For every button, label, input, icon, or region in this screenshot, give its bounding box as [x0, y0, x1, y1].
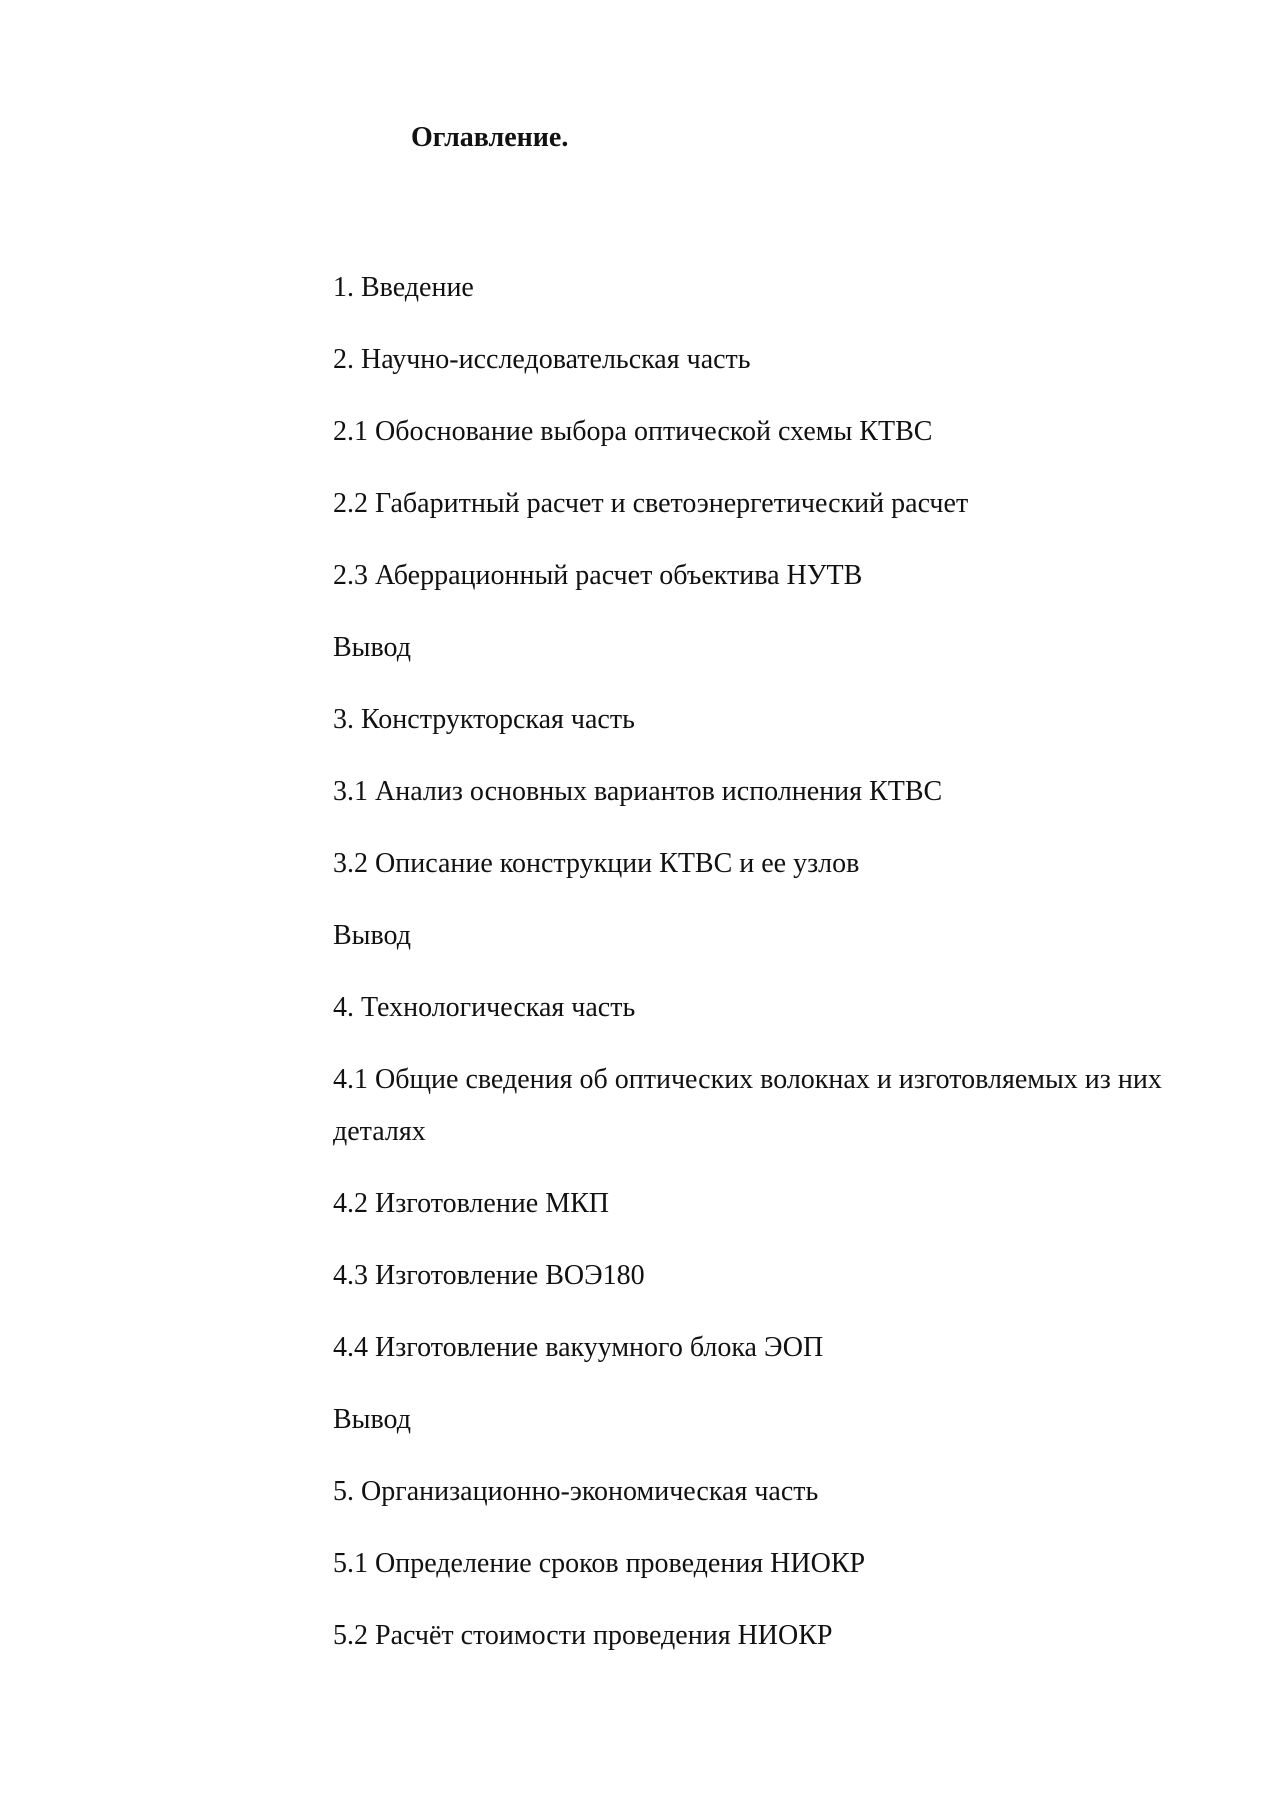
toc-item-variants-analysis: 3.1 Анализ основных вариантов исполнения КТВС	[333, 776, 943, 807]
toc-item-conclusion-2: Вывод	[333, 920, 411, 951]
toc-item-optical-scheme: 2.1 Обоснование выбора оптической схемы КТВС	[333, 416, 933, 447]
toc-item-conclusion-1: Вывод	[333, 632, 411, 663]
toc-item-economic-part: 5. Организационно-экономическая часть	[333, 1476, 819, 1507]
toc-item-schedule: 5.1 Определение сроков проведения НИОКР	[333, 1548, 866, 1579]
toc-list	[333, 262, 1223, 1682]
toc-item-optical-fibers: 4.1 Общие сведения об оптических волокнах и изготовляемых из них деталях	[333, 1064, 1162, 1147]
toc-item-voe180-manufacturing: 4.3 Изготовление ВОЭ180	[333, 1260, 645, 1291]
toc-heading: Оглавление.	[411, 122, 569, 153]
toc-item-vacuum-block: 4.4 Изготовление вакуумного блока ЭОП	[333, 1332, 824, 1363]
toc-item-dimensional-calc: 2.2 Габаритный расчет и светоэнергетический расчет	[333, 488, 969, 519]
toc-item-cost-calc: 5.2 Расчёт стоимости проведения НИОКР	[333, 1620, 833, 1651]
toc-item-research-part: 2. Научно-исследовательская часть	[333, 344, 751, 375]
toc-item-introduction: 1. Введение	[333, 272, 474, 303]
toc-item-conclusion-3: Вывод	[333, 1404, 411, 1435]
toc-item-aberration-calc: 2.3 Аберрационный расчет объектива НУТВ	[333, 560, 863, 591]
toc-item-design-part: 3. Конструкторская часть	[333, 704, 635, 735]
toc-item-technology-part: 4. Технологическая часть	[333, 992, 636, 1023]
toc-item-design-description: 3.2 Описание конструкции КТВС и ее узлов	[333, 848, 860, 879]
toc-item-mcp-manufacturing: 4.2 Изготовление МКП	[333, 1188, 610, 1219]
